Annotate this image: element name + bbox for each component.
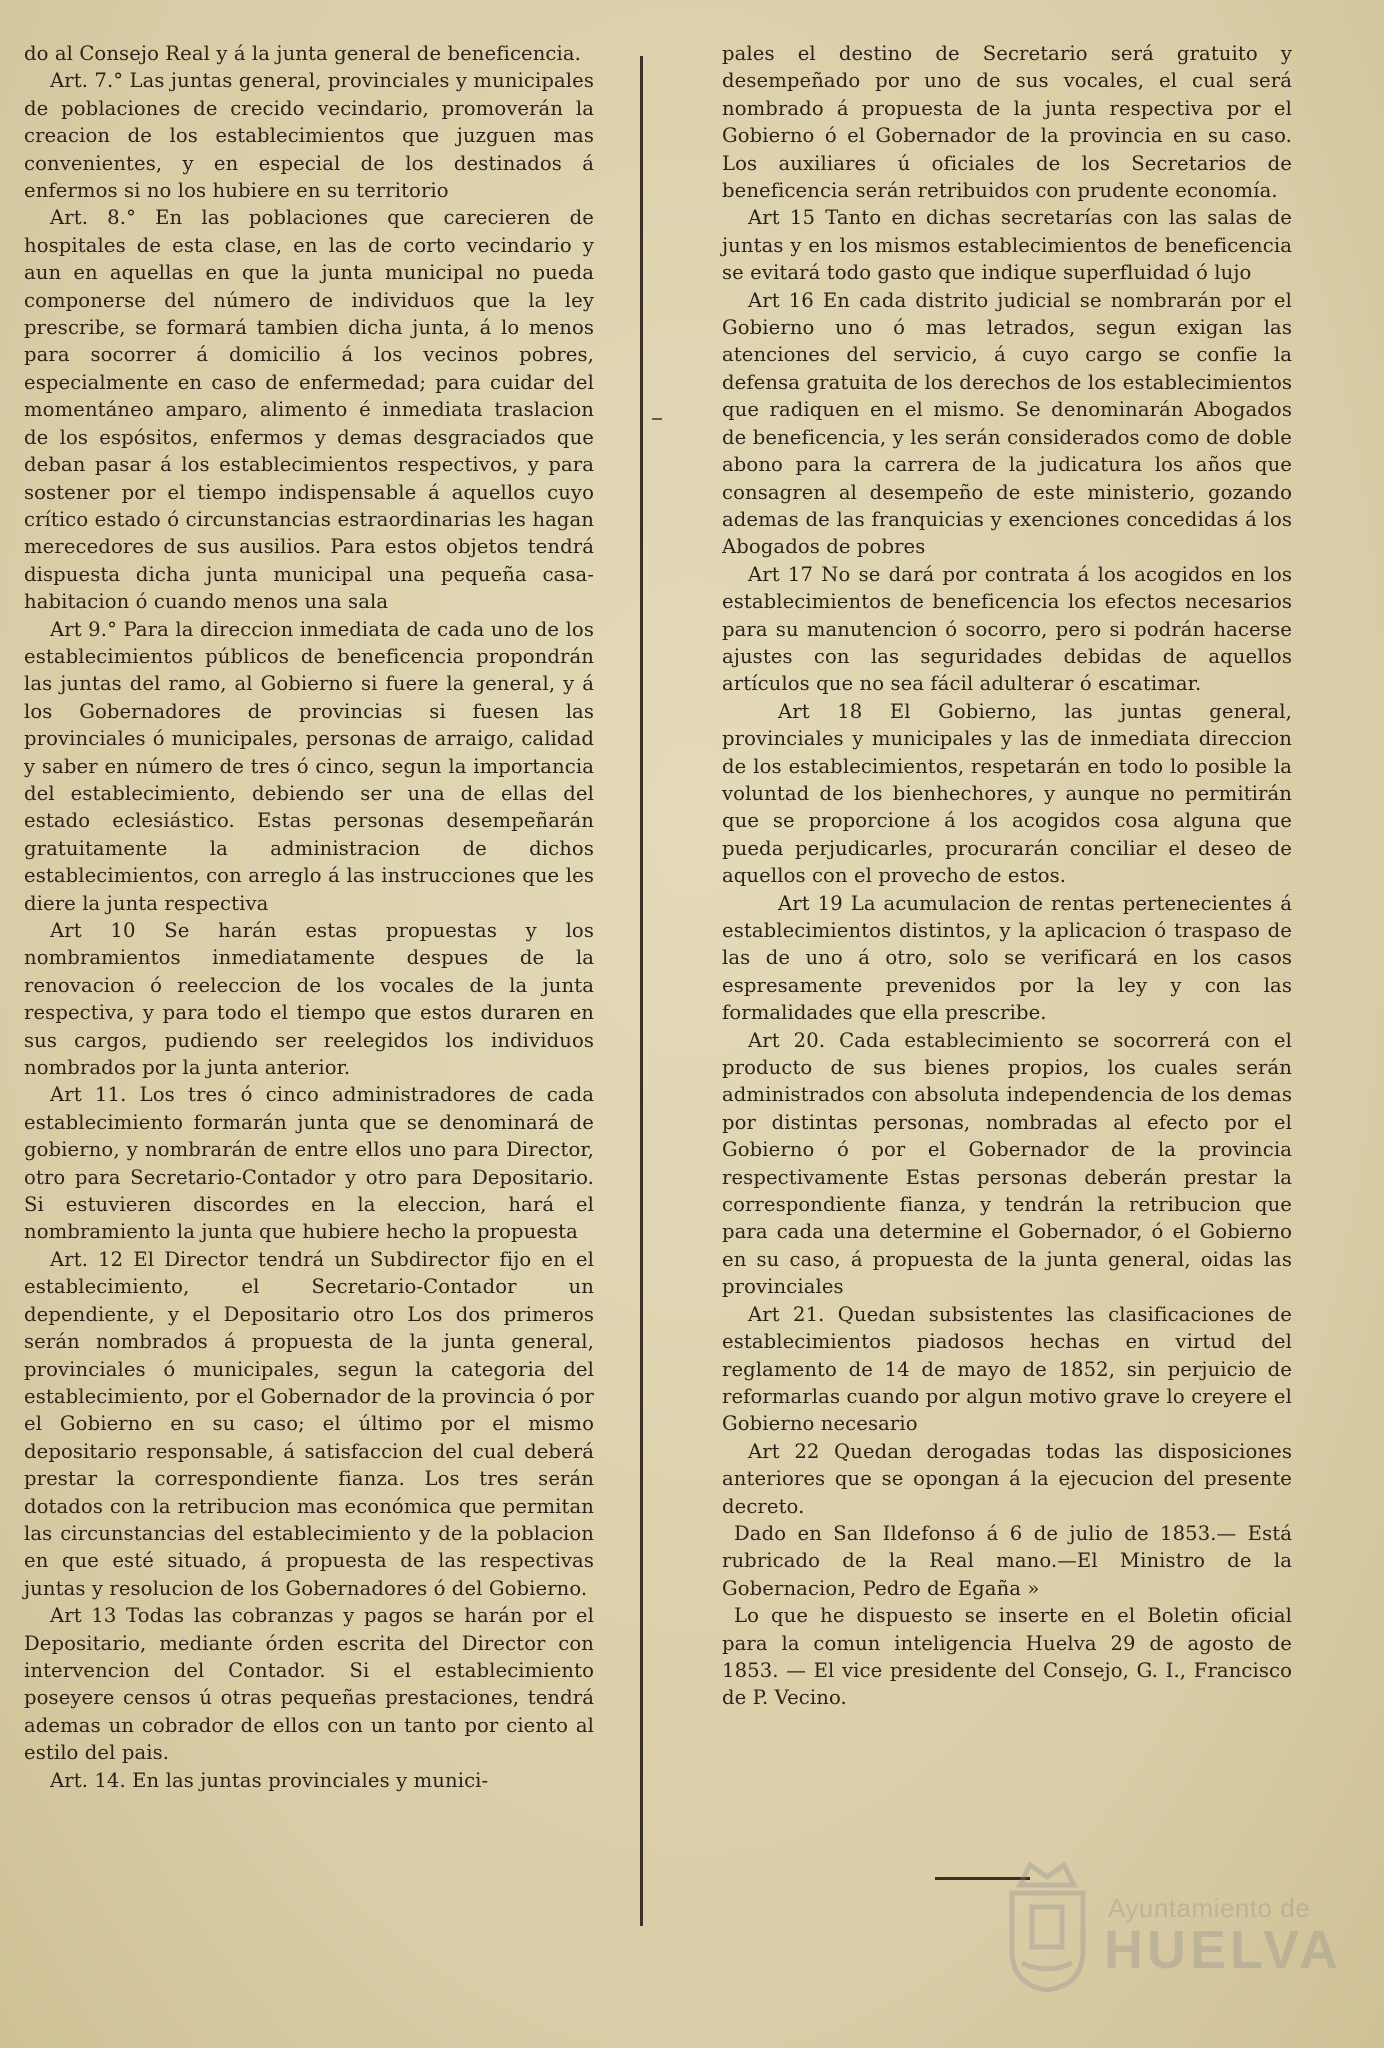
paragraph: Art 18 El Gobierno, las juntas general, provinciales y municipales y las de inmediata direccion de los establecimientos, respetarán en todo lo posible la voluntad de los bienhechores, y aunque no permitirán que se proporcione á los acogidos cosa alguna que pueda perjudicarles, procurarán conciliar el deseo de aquellos con el provecho de estos. [722,699,1292,888]
right-column [722,40,1292,1712]
paragraph: Dado en San Ildefonso á 6 de julio de 1853.— Está rubricado de la Real mano.—El Ministro de la Gobernacion, Pedro de Egaña » [722,1521,1292,1600]
rule-tick [652,418,662,420]
paragraph: Art 17 No se dará por contrata á los acogidos en los establecimientos de beneficencia los efectos necesarios para su manutencion ó socorro, pero si podrán hacerse ajustes con las seguridades debidas de aquellos artículos que no sea fácil adulterar ó escatimar. [722,562,1292,696]
watermark-line2: HUELVA [1104,1920,1342,1980]
paragraph: Art 16 En cada distrito judicial se nombrarán por el Gobierno uno ó mas letrados, segun exigan las atenciones del servicio, á cuyo cargo se confie la defensa gratuita de los derechos de los establecimientos que radiquen en el mismo. Se denominarán Abogados de beneficencia, y les serán considerados como de doble abono para la carrera de la judicatura los años que consagren al desempeño de este ministerio, gozando ademas de las franquicias y exenciones concedidas á los Abogados de pobres [722,288,1292,559]
paragraph: pales el destino de Secretario será gratuito y desempeñado por uno de sus vocales, el cual será nombrado á propuesta de la junta respectiva por el Gobierno ó el Gobernador de la provincia en su caso. Los auxiliares ú oficiales de los Secretarios de beneficencia serán retribuidos con prudente economía. [722,42,1292,203]
paragraph: Art 22 Quedan derogadas todas las disposiciones anteriores que se opongan á la ejecucion del presente decreto. [722,1439,1292,1518]
paragraph: Art. 14. En las juntas provinciales y munici- [50,1768,489,1792]
paragraph: Art 20. Cada establecimiento se socorrerá con el producto de sus bienes propios, los cuales serán administrados con absoluta independencia de los demas por distintas personas, nombradas al efecto por el Gobierno ó por el Gobernador de la provincia respectivamente Estas personas deberán prestar la correspondiente fianza, y tendrán la retribucion que para cada una determine el Gobernador, ó el Gobierno en su caso, á propuesta de la junta general, oidas las provinciales [722,1028,1292,1299]
paragraph: Lo que he dispuesto se inserte en el Boletin oficial para la comun inteligencia Huelva 29 de agosto de 1853. — El vice presidente del Consejo, G. I., Francisco de P. Vecino. [722,1604,1292,1710]
paragraph: Art 13 Todas las cobranzas y pagos se harán por el Depositario, mediante órden escrita del Director con intervencion del Contador. Si el establecimiento poseyere censos ú otras pequeñas prestaciones, tendrá ademas un cobrador de ellos con un tanto por ciento al estilo del pais. [24,1604,594,1765]
paragraph: Art 21. Quedan subsistentes las clasificaciones de establecimientos piadosos hechas en virtud del reglamento de 14 de mayo de 1852, sin perjuicio de reformarlas cuando por algun motivo grave lo creyere el Gobierno necesario [722,1302,1292,1436]
watermark-line1: Ayuntamiento de [1108,1893,1311,1923]
paragraph: Art 10 Se harán estas propuestas y los nombramientos inmediatamente despues de la renovacion ó reeleccion de los vocales de la junta respectiva, y para todo el tiempo que estos duraren en sus cargos, pudiendo ser reelegidos los individuos nombrados por la junta anterior. [24,919,594,1080]
paragraph: Art 15 Tanto en dichas secretarías con las salas de juntas y en los mismos establecimientos de beneficencia se evitará todo gasto que indique superfluidad ó lujo [722,206,1292,285]
left-column [24,40,594,1794]
paragraph: Art. 12 El Director tendrá un Subdirector fijo en el establecimiento, el Secretario-Contador un dependiente, y el Depositario otro Los dos primeros serán nombrados á propuesta de la junta general, provinciales ó municipales, segun la categoria del establecimiento, por el Gobernador de la provincia ó por el Gobierno en su caso; el último por el mismo depositario responsable, á satisfaccion del cual deberá prestar la correspondiente fianza. Los tres serán dotados con la retribucion mas económica que permitan las circunstancias del establecimiento y de la poblacion en que esté situado, á propuesta de las respectivas juntas y resolucion de los Gobernadores ó del Gobierno. [24,1247,594,1600]
paragraph: Art 19 La acumulacion de rentas pertenecientes á establecimientos distintos, y la aplicacion ó traspaso de las de uno á otro, solo se verificará en los casos espresamente prevenidos por la ley y con las formalidades que ella prescribe. [722,891,1292,1025]
paragraph: Art. 8.° En las poblaciones que carecieren de hospitales de esta clase, en las de corto vecindario y aun en aquellas en que la junta municipal no pueda componerse del número de individuos que la ley prescribe, se formará tambien dicha junta, á lo menos para socorrer á domicilio á los vecinos pobres, especialmente en caso de enfermedad; para cuidar del momentáneo amparo, alimento é inmediata traslacion de los espósitos, enfermos y demas desgraciados que deban pasar á los establecimientos respectivos, y para sostener por el tiempo indispensable á aquellos cuyo crítico estado ó circunstancias estraordinarias les hagan merecedores de sus ausilios. Para estos objetos tendrá dispuesta dicha junta municipal una pequeña casa-habitacion ó cuando menos una sala [24,206,594,614]
watermark [1000,1815,1340,2015]
paragraph: Art 9.° Para la direccion inmediata de cada uno de los establecimientos públicos de beneficencia propondrán las juntas del ramo, al Gobierno si fuere la general, y á los Gobernadores de provincias si fuesen las provinciales ó municipales, personas de arraigo, calidad y saber en número de tres ó cinco, segun la importancia del establecimiento, debiendo ser una de ellas del estado eclesiástico. Estas personas desempeñarán gratuitamente la administracion de dichos establecimientos, con arreglo á las instrucciones que les diere la junta respectiva [24,617,594,915]
column-rule [640,56,643,1926]
coat-of-arms-icon [1000,1845,1095,1995]
paragraph: Art. 7.° Las juntas general, provinciales y municipales de poblaciones de crecido vecindario, promoverán la creacion de los establecimientos que juzguen mas convenientes, y en especial de los destinados á enfermos si no los hubiere en su territorio [24,69,594,203]
paragraph: Art 11. Los tres ó cinco administradores de cada establecimiento formarán junta que se denominará de gobierno, y nombrarán de entre ellos uno para Director, otro para Secretario-Contador y otro para Depositario. Si estuvieren discordes en la eleccion, hará el nombramiento la junta que hubiere hecho la propuesta [24,1083,594,1244]
paragraph: do al Consejo Real y á la junta general de beneficencia. [24,42,581,65]
